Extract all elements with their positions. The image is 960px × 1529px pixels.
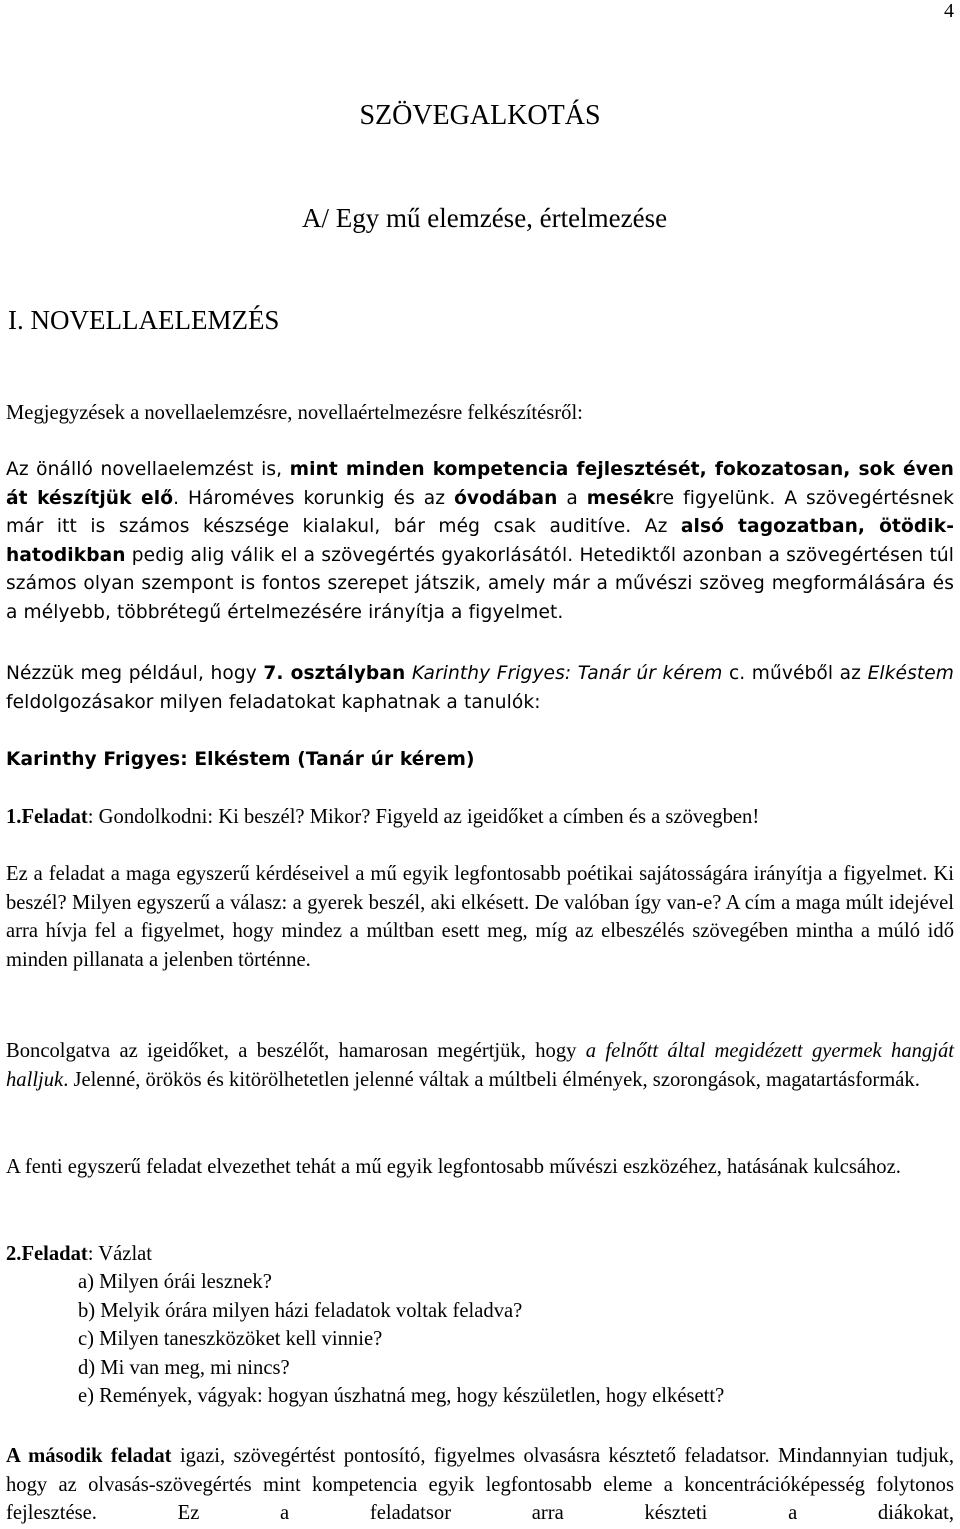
task-2-item: b) Melyik órára milyen házi feladatok voltak feladva? xyxy=(78,1299,523,1322)
notes-heading-text: Megjegyzések a novellaelemzésre, novellaértelmezésre felkészítésről: xyxy=(6,402,583,424)
paragraph-2-text-2: . Jelenné, örökös és kitörölhetetlen jelenné váltak a múltbeli élmények, szorongások, magatartásformák. xyxy=(63,1068,920,1091)
example-text-1: Nézzük meg például, hogy xyxy=(6,663,264,684)
intro-text-2: . Hároméves korunkig és az xyxy=(173,487,455,509)
paragraph-1-text: Ez a feladat a maga egyszerű kérdéseivel a mű egyik legfontosabb poétikai sajátosságára irányítja a figyelmet. Ki beszél? Milyen egyszerű a válasz: a gyerek beszél, aki elkésett. De valóban így van-e? A cím a maga múlt idejével arra hívja fel a figyelmet, hogy mindez a múltban esett meg, míg az elbeszélés szövegében mintha a múló idő minden pillanata a jelenben történne. xyxy=(6,863,954,971)
task-2-label: 2.Feladat xyxy=(6,1243,88,1265)
paragraph-2-text-1: Boncolgatva az igeidőket, a beszélőt, hamarosan megértjük, hogy xyxy=(6,1040,586,1062)
example-paragraph xyxy=(6,660,954,717)
intro-bold-2: óvodában xyxy=(454,487,558,509)
task-2-item: a) Milyen órái lesznek? xyxy=(78,1271,272,1293)
intro-bold-1: mint minden kompetencia fejlesztését, fokozatosan, sok éven át készítjük elő xyxy=(6,459,955,509)
document-subtitle: A/ Egy mű elemzése, értelmezése xyxy=(302,203,668,233)
intro-bold-3: mesék xyxy=(586,487,656,509)
paragraph-3-text: A fenti egyszerű feladat elvezethet tehát a mű egyik legfontosabb művészi eszközéhez, hatásának kulcsához. xyxy=(6,1156,901,1178)
paragraph-2 xyxy=(6,1037,954,1094)
task-2 xyxy=(6,1240,954,1269)
task-1-label: 1.Feladat xyxy=(6,806,88,828)
example-text-2: c. művéből az xyxy=(722,663,868,684)
task-2-item: d) Mi van meg, mi nincs? xyxy=(78,1356,290,1379)
paragraph-1 xyxy=(6,860,954,974)
intro-paragraph xyxy=(6,456,954,627)
paragraph-4-bold: A második feladat xyxy=(6,1445,172,1467)
task-2-list xyxy=(78,1268,724,1411)
paragraph-4-text: igazi, szövegértést pontosító, figyelmes olvasásra késztető feladatsor. Mindannyian tudjuk, hogy az olvasás-szövegértés mint kompetencia egyik legfontosabb eleme a koncentrációképesség folytonos fejlesztése. Ez a feladatsor arra készteti a diákokat, xyxy=(6,1445,954,1524)
paragraph-3 xyxy=(6,1153,954,1182)
intro-text-4: re figyelünk. A szövegértésnek már itt is számos készsége kialakul, bár még csak auditíve. Az xyxy=(6,487,954,537)
work-title xyxy=(6,746,954,775)
example-italic-work: Karinthy Frigyes: Tanár úr kérem xyxy=(405,663,723,684)
paragraph-4 xyxy=(6,1442,954,1528)
notes-heading xyxy=(6,399,954,428)
task-1 xyxy=(6,803,954,832)
paragraph-2-italic: a felnőtt által megidézett gyermek hangját halljuk xyxy=(6,1040,954,1091)
example-bold-grade: 7. osztályban xyxy=(263,663,406,684)
task-2-text: : Vázlat xyxy=(87,1243,153,1265)
example-italic-title: Elkéstem xyxy=(867,663,955,684)
work-title-text: Karinthy Frigyes: Elkéstem (Tanár úr kérem) xyxy=(6,749,475,770)
document-title: SZÖVEGALKOTÁS xyxy=(359,100,601,131)
intro-bold-4: alsó tagozatban, ötödik-hatodikban xyxy=(6,516,955,566)
task-2-item: c) Milyen taneszközöket kell vinnie? xyxy=(78,1328,383,1350)
section-heading: I. NOVELLAELEMZÉS xyxy=(8,305,280,335)
task-2-item: e) Remények, vágyak: hogyan úszhatná meg, hogy készületlen, hogy elkésett? xyxy=(78,1385,725,1407)
intro-text-5: pedig alig válik el a szövegértés gyakorlásától. Hetediktől azonban a szövegértésen túl számos olyan szempont is fontos szerepet játszik, amely már a művészi szöveg megformálására és a mélyebb, többrétegű értelmezésére irányítja a figyelmet. xyxy=(6,544,954,623)
intro-text-3: a xyxy=(557,487,587,509)
task-1-text: : Gondolkodni: Ki beszél? Mikor? Figyeld az igeidőket a címben és a szövegben! xyxy=(87,806,760,828)
page-number: 4 xyxy=(944,0,954,22)
example-text-3: feldolgozásakor milyen feladatokat kaphatnak a tanulók: xyxy=(6,691,541,713)
intro-text-1: Az önálló novellaelemzést is, xyxy=(6,459,290,480)
